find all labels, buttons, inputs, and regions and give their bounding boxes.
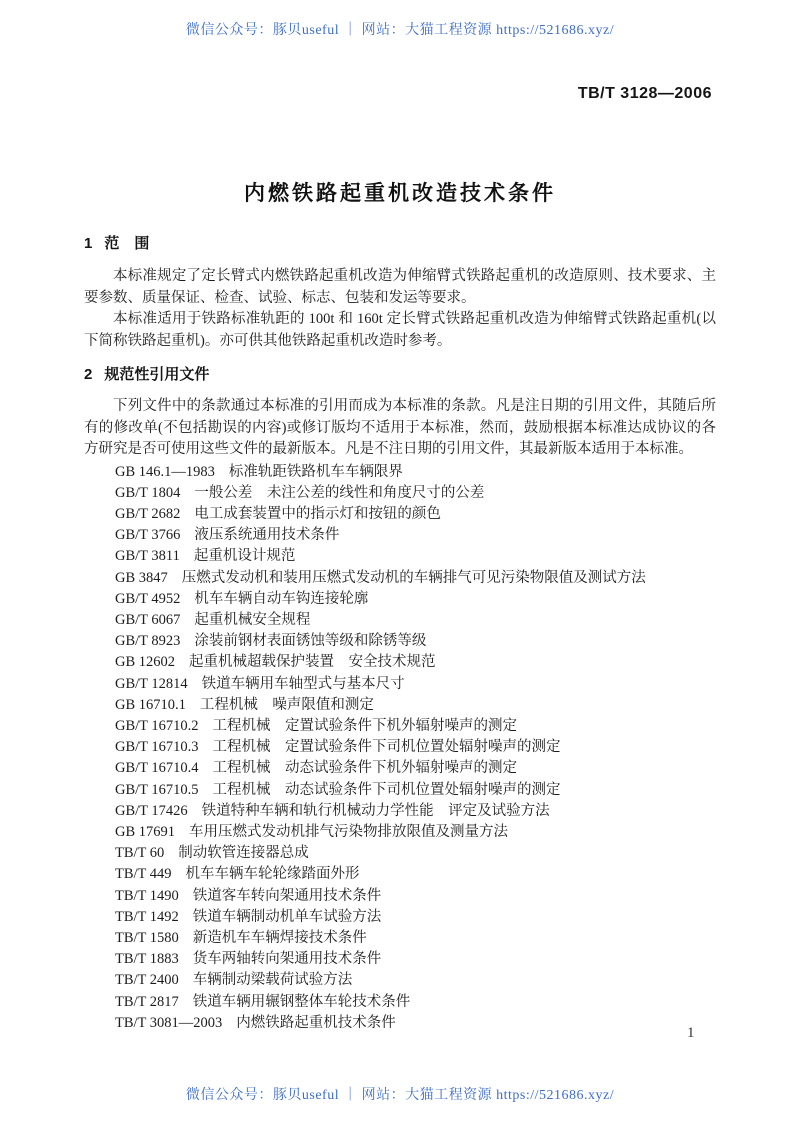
reference-code: GB 16710.1: [115, 696, 186, 713]
reference-item: [115, 525, 716, 546]
reference-item: [115, 631, 716, 652]
reference-title: 工程机械 动态试验条件下机外辐射噪声的测定: [212, 760, 518, 777]
reference-item: [115, 886, 716, 907]
reference-list: [115, 462, 716, 1034]
reference-title: 车用压燃式发动机排气污染物排放限值及测量方法: [189, 823, 509, 840]
page-number: 1: [687, 1025, 695, 1041]
reference-title: 内燃铁路起重机技术条件: [236, 1014, 396, 1031]
section-1-paragraph: 本标准规定了定长臂式内燃铁路起重机改造为伸缩臂式铁路起重机的改造原则、技术要求、主要参数、质量保证、检查、试验、标志、包装和发运等要求。: [84, 268, 716, 306]
reference-code: GB/T 8923: [115, 633, 181, 650]
reference-item: [115, 589, 716, 610]
reference-code: TB/T 60: [115, 845, 165, 862]
reference-item: [115, 949, 716, 970]
section-2-heading: [84, 367, 716, 383]
section-1-title: 范 围: [104, 235, 150, 252]
reference-title: 标准轨距铁路机车车辆限界: [228, 463, 403, 480]
reference-title: 一般公差 未注公差的线性和角度尺寸的公差: [194, 484, 485, 501]
section-1-paragraph: 本标准适用于铁路标准轨距的 100t 和 160t 定长臂式铁路起重机改造为伸缩臂式铁路起重机(以下简称铁路起重机)。亦可供其他铁路起重机改造时参考。: [84, 311, 716, 349]
reference-title: 起重机设计规范: [193, 548, 296, 565]
reference-title: 机车车辆车轮轮缘踏面外形: [185, 866, 360, 883]
reference-item: [115, 483, 716, 504]
reference-code: TB/T 449: [115, 866, 172, 883]
reference-code: GB 3847: [115, 569, 168, 586]
reference-item: [115, 843, 716, 864]
reference-title: 工程机械 噪声限值和测定: [199, 696, 374, 713]
reference-title: 车辆制动梁载荷试验方法: [192, 972, 353, 989]
reference-item: [115, 907, 716, 928]
page-title: 内燃铁路起重机改造技术条件: [244, 182, 556, 205]
reference-item: [115, 801, 716, 822]
reference-item: [115, 928, 716, 949]
reference-title: 铁道特种车辆和轨行机械动力学性能 评定及试验方法: [201, 802, 550, 819]
section-2-number: 2: [84, 366, 93, 383]
reference-code: GB/T 16710.5: [115, 781, 199, 798]
reference-code: GB/T 16710.3: [115, 739, 199, 756]
reference-code: TB/T 1492: [115, 908, 179, 925]
reference-title: 铁道车辆制动机单车试验方法: [192, 908, 382, 925]
reference-code: TB/T 1490: [115, 887, 179, 904]
reference-item: [115, 864, 716, 885]
reference-title: 铁道车辆用辗钢整体车轮技术条件: [192, 993, 411, 1010]
reference-code: TB/T 2400: [115, 972, 179, 989]
reference-code: GB/T 12814: [115, 675, 188, 692]
reference-item: [115, 610, 716, 631]
reference-title: 起重机械安全规程: [194, 611, 311, 628]
section-2-title: 规范性引用文件: [104, 366, 210, 383]
reference-code: GB/T 3766: [115, 527, 181, 544]
reference-code: GB/T 16710.4: [115, 760, 199, 777]
document-body: [84, 236, 716, 1034]
reference-title: 压燃式发动机和装用压燃式发动机的车辆排气可见污染物限值及测试方法: [181, 569, 646, 586]
reference-code: GB 12602: [115, 654, 176, 671]
reference-code: TB/T 3081—2003: [115, 1014, 223, 1031]
footer-watermark: 微信公众号：豚贝useful ｜ 网站：大猫工程资源 https://521686.xyz/: [185, 1088, 615, 1103]
reference-item: [115, 504, 716, 525]
reference-code: GB/T 3811: [115, 548, 180, 565]
reference-item: [115, 652, 716, 673]
reference-code: GB/T 4952: [115, 590, 181, 607]
reference-code: GB 17691: [115, 823, 176, 840]
reference-code: GB/T 16710.2: [115, 717, 199, 734]
reference-title: 涂装前钢材表面锈蚀等级和除锈等级: [194, 633, 427, 650]
section-1-heading: [84, 236, 716, 252]
reference-item: [115, 758, 716, 779]
reference-item: [115, 822, 716, 843]
reference-title: 工程机械 动态试验条件下司机位置处辐射噪声的测定: [212, 781, 561, 798]
reference-code: TB/T 1580: [115, 929, 179, 946]
reference-item: [115, 695, 716, 716]
reference-code: TB/T 1883: [115, 951, 179, 968]
standard-code: TB/T 3128—2006: [577, 85, 712, 102]
reference-item: [115, 1013, 716, 1034]
reference-title: 起重机械超载保护装置 安全技术规范: [189, 654, 436, 671]
reference-title: 工程机械 定置试验条件下机外辐射噪声的测定: [212, 717, 518, 734]
reference-item: [115, 737, 716, 758]
reference-item: [115, 674, 716, 695]
section-1-number: 1: [84, 235, 93, 252]
reference-title: 机车车辆自动车钩连接轮廓: [194, 590, 369, 607]
reference-item: [115, 568, 716, 589]
reference-item: [115, 462, 716, 483]
reference-title: 液压系统通用技术条件: [194, 527, 340, 544]
reference-code: GB/T 2682: [115, 505, 181, 522]
reference-title: 新造机车车辆焊接技术条件: [192, 929, 367, 946]
reference-code: TB/T 2817: [115, 993, 179, 1010]
header-watermark: 微信公众号：豚贝useful ｜ 网站：大猫工程资源 https://521686.xyz/: [185, 23, 615, 38]
section-2-paragraph: 下列文件中的条款通过本标准的引用而成为本标准的条款。凡是注日期的引用文件，其随后所有的修改单(不包括勘误的内容)或修订版均不适用于本标准，然而，鼓励根据本标准达成协议的各方研究是否可使用这些文件的最新版本。凡是不注日期的引用文件，其最新版本适用于本标准。: [84, 398, 716, 457]
reference-item: [115, 780, 716, 801]
reference-title: 货车两轴转向架通用技术条件: [192, 951, 382, 968]
reference-code: GB/T 1804: [115, 484, 181, 501]
reference-title: 电工成套装置中的指示灯和按钮的颜色: [194, 505, 441, 522]
reference-title: 工程机械 定置试验条件下司机位置处辐射噪声的测定: [212, 739, 561, 756]
reference-title: 铁道客车转向架通用技术条件: [192, 887, 382, 904]
reference-code: GB/T 17426: [115, 802, 188, 819]
reference-item: [115, 546, 716, 567]
reference-title: 制动软管连接器总成: [178, 845, 309, 862]
reference-item: [115, 716, 716, 737]
reference-code: GB 146.1—1983: [115, 463, 215, 480]
reference-title: 铁道车辆用车轴型式与基本尺寸: [201, 675, 405, 692]
reference-item: [115, 992, 716, 1013]
reference-code: GB/T 6067: [115, 611, 181, 628]
reference-item: [115, 970, 716, 991]
